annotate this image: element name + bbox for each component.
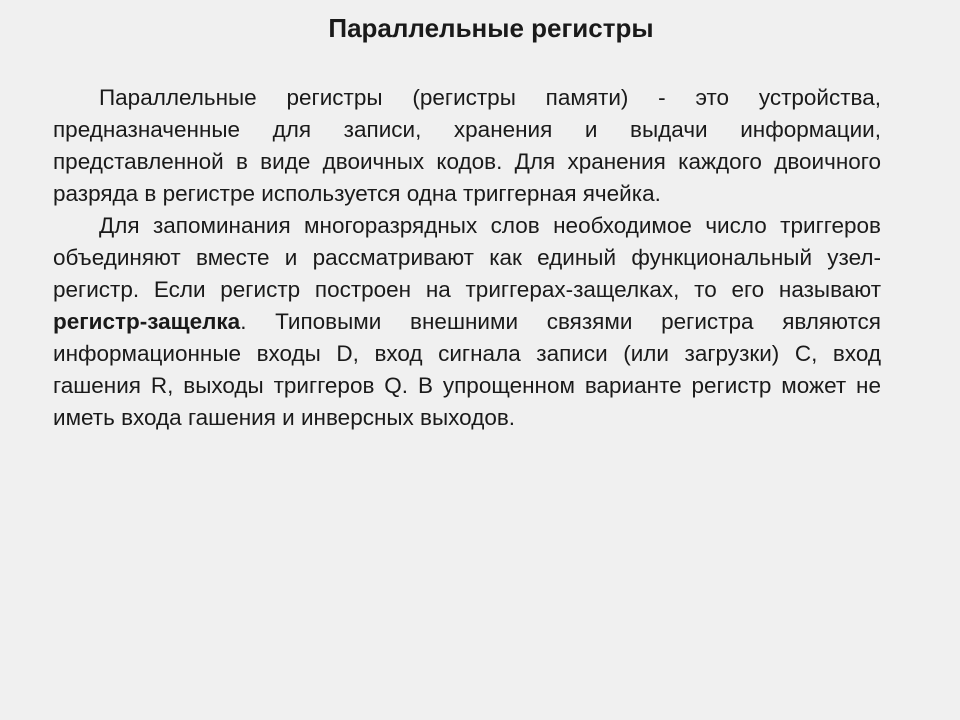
- paragraph-definition: Параллельные регистры (регистры памяти) - это устройства, предназначенные для записи, хранения и выдачи информации, представленной в виде двоичных кодов. Для хранения каждого двоичного разряда в регистре используется одна триггерная ячейка.: [53, 85, 881, 206]
- slide-body: [53, 82, 881, 434]
- term-register-latch: регистр-защелка: [53, 309, 241, 334]
- paragraph-text-before-term: Для запоминания многоразрядных слов необходимое число триггеров объединяют вместе и рассматривают как единый функциональный узел-регистр. Если регистр построен на триггерах-защелках, то его называют: [53, 213, 881, 302]
- paragraph-text-after-term: . Типовыми внешними связями регистра являются информационные входы D, вход сигнала записи (или загрузки) C, вход гашения R, выходы триггеров Q. В упрощенном варианте регистр может не иметь входа гашения и инверсных выходов.: [53, 309, 881, 430]
- paragraph-register-latch: [53, 210, 881, 434]
- slide-title: Параллельные регистры: [328, 13, 654, 43]
